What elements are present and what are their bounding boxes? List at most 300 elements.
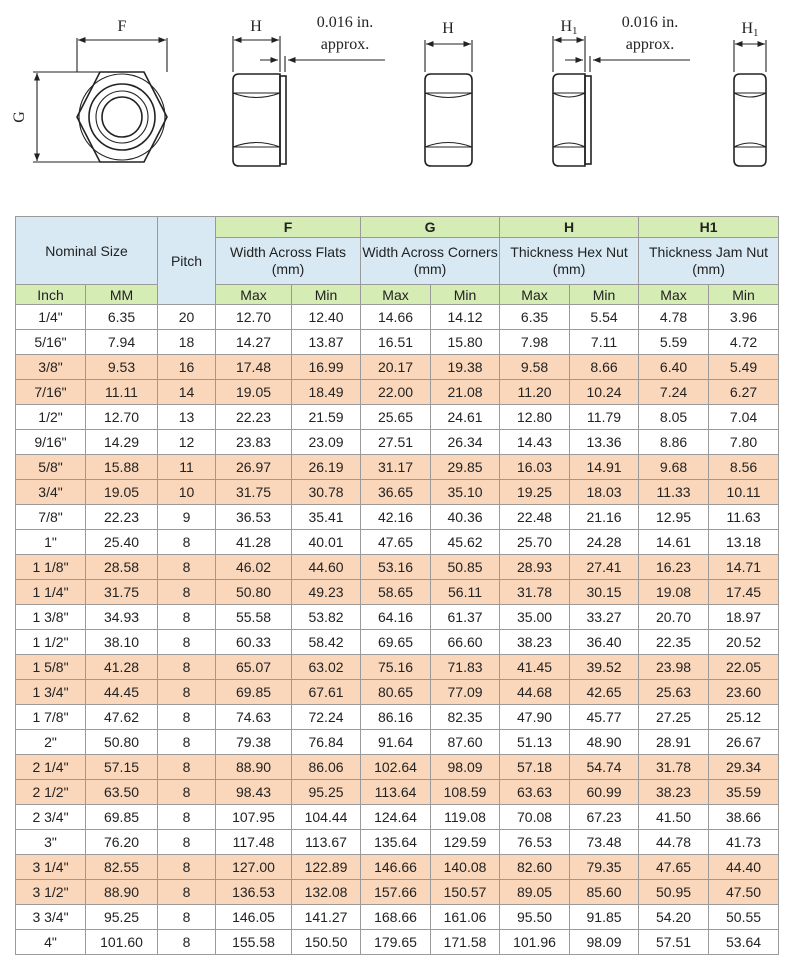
cell-inch: 3 1/2" <box>16 880 86 905</box>
cell-h1-max: 4.78 <box>639 305 709 330</box>
header-nominal-size: Nominal Size <box>16 217 158 285</box>
cell-f-min: 113.67 <box>292 830 361 855</box>
cell-h1-max: 5.59 <box>639 330 709 355</box>
cell-g-max: 69.65 <box>361 630 431 655</box>
cell-h-min: 10.24 <box>570 380 639 405</box>
cell-g-max: 168.66 <box>361 905 431 930</box>
cell-f-max: 55.58 <box>216 605 292 630</box>
cell-pitch: 14 <box>158 380 216 405</box>
cell-h1-max: 54.20 <box>639 905 709 930</box>
cell-h1-min: 47.50 <box>709 880 779 905</box>
cell-pitch: 8 <box>158 780 216 805</box>
gap-text-line2-jam: approx. <box>625 36 675 53</box>
table-row <box>16 330 779 355</box>
cell-mm: 22.23 <box>86 505 158 530</box>
cell-h1-max: 47.65 <box>639 855 709 880</box>
cell-h-min: 79.35 <box>570 855 639 880</box>
cell-g-min: 98.09 <box>431 755 500 780</box>
cell-pitch: 8 <box>158 530 216 555</box>
cell-h1-min: 8.56 <box>709 455 779 480</box>
header-pitch: Pitch <box>158 217 216 305</box>
cell-g-max: 75.16 <box>361 655 431 680</box>
cell-h-max: 82.60 <box>500 855 570 880</box>
cell-mm: 47.62 <box>86 705 158 730</box>
cell-inch: 2 1/2" <box>16 780 86 805</box>
cell-g-max: 179.65 <box>361 930 431 955</box>
cell-h-max: 63.63 <box>500 780 570 805</box>
cell-g-min: 45.62 <box>431 530 500 555</box>
cell-h-min: 91.85 <box>570 905 639 930</box>
cell-f-max: 79.38 <box>216 730 292 755</box>
cell-f-max: 19.05 <box>216 380 292 405</box>
cell-f-max: 65.07 <box>216 655 292 680</box>
cell-mm: 82.55 <box>86 855 158 880</box>
hex-nut-side-view-insert <box>233 14 385 166</box>
cell-h1-max: 57.51 <box>639 930 709 955</box>
cell-pitch: 8 <box>158 555 216 580</box>
cell-pitch: 8 <box>158 805 216 830</box>
cell-f-min: 132.08 <box>292 880 361 905</box>
table-row <box>16 730 779 755</box>
cell-h1-min: 23.60 <box>709 680 779 705</box>
cell-h-min: 27.41 <box>570 555 639 580</box>
hex-nut-side-view <box>425 20 472 166</box>
cell-f-min: 63.02 <box>292 655 361 680</box>
cell-g-max: 135.64 <box>361 830 431 855</box>
cell-mm: 31.75 <box>86 580 158 605</box>
cell-h1-min: 26.67 <box>709 730 779 755</box>
cell-g-min: 171.58 <box>431 930 500 955</box>
table-row <box>16 655 779 680</box>
cell-inch: 7/8" <box>16 505 86 530</box>
cell-h-max: 6.35 <box>500 305 570 330</box>
cell-h-max: 70.08 <box>500 805 570 830</box>
cell-mm: 101.60 <box>86 930 158 955</box>
cell-h-min: 7.11 <box>570 330 639 355</box>
cell-h-max: 22.48 <box>500 505 570 530</box>
cell-h-max: 31.78 <box>500 580 570 605</box>
cell-h-max: 95.50 <box>500 905 570 930</box>
cell-inch: 1 1/4" <box>16 580 86 605</box>
cell-h-min: 39.52 <box>570 655 639 680</box>
cell-g-max: 80.65 <box>361 680 431 705</box>
cell-f-max: 50.80 <box>216 580 292 605</box>
label-h1-insert: H1 <box>560 18 578 37</box>
cell-f-min: 122.89 <box>292 855 361 880</box>
cell-f-min: 49.23 <box>292 580 361 605</box>
cell-g-max: 91.64 <box>361 730 431 755</box>
cell-g-min: 150.57 <box>431 880 500 905</box>
cell-f-max: 98.43 <box>216 780 292 805</box>
cell-inch: 1 3/8" <box>16 605 86 630</box>
table-row <box>16 630 779 655</box>
cell-f-min: 95.25 <box>292 780 361 805</box>
cell-g-min: 161.06 <box>431 905 500 930</box>
cell-h1-min: 53.64 <box>709 930 779 955</box>
cell-h1-min: 50.55 <box>709 905 779 930</box>
cell-inch: 1" <box>16 530 86 555</box>
jam-nut-side-view <box>734 20 766 166</box>
nut-spec-table <box>15 216 779 955</box>
cell-g-max: 27.51 <box>361 430 431 455</box>
cell-h-max: 14.43 <box>500 430 570 455</box>
cell-inch: 3" <box>16 830 86 855</box>
cell-g-max: 16.51 <box>361 330 431 355</box>
cell-g-max: 47.65 <box>361 530 431 555</box>
cell-pitch: 8 <box>158 830 216 855</box>
cell-h-min: 85.60 <box>570 880 639 905</box>
cell-mm: 44.45 <box>86 680 158 705</box>
table-row <box>16 705 779 730</box>
cell-h-max: 57.18 <box>500 755 570 780</box>
cell-h1-min: 5.49 <box>709 355 779 380</box>
label-f: F <box>117 18 127 35</box>
cell-h-min: 45.77 <box>570 705 639 730</box>
cell-g-max: 86.16 <box>361 705 431 730</box>
cell-inch: 1 3/4" <box>16 680 86 705</box>
cell-mm: 38.10 <box>86 630 158 655</box>
table-row <box>16 780 779 805</box>
cell-g-min: 61.37 <box>431 605 500 630</box>
cell-pitch: 8 <box>158 855 216 880</box>
table-row <box>16 555 779 580</box>
cell-g-min: 56.11 <box>431 580 500 605</box>
cell-g-max: 14.66 <box>361 305 431 330</box>
cell-g-max: 53.16 <box>361 555 431 580</box>
cell-f-max: 26.97 <box>216 455 292 480</box>
cell-pitch: 18 <box>158 330 216 355</box>
cell-f-max: 41.28 <box>216 530 292 555</box>
cell-h-max: 12.80 <box>500 405 570 430</box>
cell-inch: 3/4" <box>16 480 86 505</box>
cell-h1-max: 12.95 <box>639 505 709 530</box>
cell-h-max: 9.58 <box>500 355 570 380</box>
cell-h1-min: 29.34 <box>709 755 779 780</box>
cell-mm: 7.94 <box>86 330 158 355</box>
cell-h1-max: 44.78 <box>639 830 709 855</box>
cell-pitch: 20 <box>158 305 216 330</box>
cell-g-max: 113.64 <box>361 780 431 805</box>
cell-h-min: 14.91 <box>570 455 639 480</box>
cell-inch: 5/16" <box>16 330 86 355</box>
cell-pitch: 8 <box>158 755 216 780</box>
label-h1: H1 <box>741 20 759 39</box>
header-inch: Inch <box>16 285 86 305</box>
cell-h1-min: 10.11 <box>709 480 779 505</box>
table-row <box>16 605 779 630</box>
cell-h1-min: 11.63 <box>709 505 779 530</box>
cell-g-min: 66.60 <box>431 630 500 655</box>
cell-h-min: 18.03 <box>570 480 639 505</box>
table-row <box>16 480 779 505</box>
cell-h-min: 5.54 <box>570 305 639 330</box>
cell-h-min: 98.09 <box>570 930 639 955</box>
cell-inch: 1/2" <box>16 405 86 430</box>
cell-inch: 3/8" <box>16 355 86 380</box>
cell-g-min: 71.83 <box>431 655 500 680</box>
cell-mm: 6.35 <box>86 305 158 330</box>
cell-pitch: 8 <box>158 705 216 730</box>
cell-f-max: 88.90 <box>216 755 292 780</box>
cell-inch: 1 5/8" <box>16 655 86 680</box>
cell-h1-max: 28.91 <box>639 730 709 755</box>
cell-f-max: 23.83 <box>216 430 292 455</box>
cell-mm: 57.15 <box>86 755 158 780</box>
header-h-max: Max <box>500 285 570 305</box>
cell-pitch: 8 <box>158 680 216 705</box>
header-h-min: Min <box>570 285 639 305</box>
cell-h-min: 33.27 <box>570 605 639 630</box>
cell-h-max: 7.98 <box>500 330 570 355</box>
cell-g-max: 146.66 <box>361 855 431 880</box>
cell-mm: 25.40 <box>86 530 158 555</box>
cell-g-max: 42.16 <box>361 505 431 530</box>
cell-h-max: 44.68 <box>500 680 570 705</box>
cell-f-min: 86.06 <box>292 755 361 780</box>
label-g: G <box>11 111 28 123</box>
cell-h1-max: 20.70 <box>639 605 709 630</box>
cell-h1-min: 38.66 <box>709 805 779 830</box>
header-h1-max: Max <box>639 285 709 305</box>
cell-inch: 1 1/8" <box>16 555 86 580</box>
cell-g-min: 40.36 <box>431 505 500 530</box>
cell-g-min: 29.85 <box>431 455 500 480</box>
cell-f-max: 117.48 <box>216 830 292 855</box>
cell-pitch: 8 <box>158 730 216 755</box>
cell-inch: 7/16" <box>16 380 86 405</box>
cell-h-max: 76.53 <box>500 830 570 855</box>
header-h1-min: Min <box>709 285 779 305</box>
cell-h1-max: 11.33 <box>639 480 709 505</box>
cell-mm: 19.05 <box>86 480 158 505</box>
cell-h-min: 13.36 <box>570 430 639 455</box>
cell-f-min: 141.27 <box>292 905 361 930</box>
header-g-max: Max <box>361 285 431 305</box>
cell-f-min: 44.60 <box>292 555 361 580</box>
cell-h-max: 89.05 <box>500 880 570 905</box>
cell-pitch: 10 <box>158 480 216 505</box>
cell-g-max: 124.64 <box>361 805 431 830</box>
cell-g-min: 50.85 <box>431 555 500 580</box>
cell-mm: 63.50 <box>86 780 158 805</box>
table-row <box>16 430 779 455</box>
cell-g-min: 77.09 <box>431 680 500 705</box>
header-f-max: Max <box>216 285 292 305</box>
cell-inch: 2 1/4" <box>16 755 86 780</box>
cell-h-min: 67.23 <box>570 805 639 830</box>
cell-h-min: 36.40 <box>570 630 639 655</box>
cell-f-min: 58.42 <box>292 630 361 655</box>
cell-inch: 4" <box>16 930 86 955</box>
cell-h1-max: 23.98 <box>639 655 709 680</box>
table-row <box>16 830 779 855</box>
cell-g-min: 129.59 <box>431 830 500 855</box>
cell-pitch: 8 <box>158 655 216 680</box>
cell-pitch: 8 <box>158 630 216 655</box>
cell-h-min: 11.79 <box>570 405 639 430</box>
cell-h1-max: 27.25 <box>639 705 709 730</box>
cell-g-max: 58.65 <box>361 580 431 605</box>
cell-pitch: 8 <box>158 580 216 605</box>
cell-mm: 12.70 <box>86 405 158 430</box>
cell-g-min: 21.08 <box>431 380 500 405</box>
cell-h1-min: 18.97 <box>709 605 779 630</box>
cell-h1-max: 16.23 <box>639 555 709 580</box>
cell-f-max: 12.70 <box>216 305 292 330</box>
cell-f-min: 150.50 <box>292 930 361 955</box>
cell-h-min: 30.15 <box>570 580 639 605</box>
cell-g-max: 25.65 <box>361 405 431 430</box>
cell-g-min: 14.12 <box>431 305 500 330</box>
cell-mm: 34.93 <box>86 605 158 630</box>
cell-h1-min: 7.80 <box>709 430 779 455</box>
cell-mm: 41.28 <box>86 655 158 680</box>
cell-mm: 76.20 <box>86 830 158 855</box>
cell-h-max: 38.23 <box>500 630 570 655</box>
cell-h-min: 21.16 <box>570 505 639 530</box>
cell-inch: 9/16" <box>16 430 86 455</box>
cell-g-max: 22.00 <box>361 380 431 405</box>
cell-h-min: 8.66 <box>570 355 639 380</box>
cell-inch: 1 7/8" <box>16 705 86 730</box>
cell-h-min: 42.65 <box>570 680 639 705</box>
header-desc-f: Width Across Flats (mm) <box>216 238 361 285</box>
cell-g-min: 119.08 <box>431 805 500 830</box>
cell-h1-min: 17.45 <box>709 580 779 605</box>
cell-f-max: 107.95 <box>216 805 292 830</box>
cell-h-max: 35.00 <box>500 605 570 630</box>
cell-inch: 2 3/4" <box>16 805 86 830</box>
cell-h1-min: 14.71 <box>709 555 779 580</box>
cell-h-max: 101.96 <box>500 930 570 955</box>
cell-pitch: 9 <box>158 505 216 530</box>
table-body <box>16 305 779 955</box>
table-row <box>16 755 779 780</box>
cell-h-min: 73.48 <box>570 830 639 855</box>
cell-mm: 69.85 <box>86 805 158 830</box>
cell-h1-max: 50.95 <box>639 880 709 905</box>
hex-nut-top-view <box>11 18 167 162</box>
cell-g-min: 35.10 <box>431 480 500 505</box>
cell-pitch: 12 <box>158 430 216 455</box>
cell-f-max: 31.75 <box>216 480 292 505</box>
cell-h1-min: 41.73 <box>709 830 779 855</box>
cell-f-max: 146.05 <box>216 905 292 930</box>
cell-f-min: 13.87 <box>292 330 361 355</box>
table-row <box>16 380 779 405</box>
cell-g-min: 26.34 <box>431 430 500 455</box>
cell-pitch: 11 <box>158 455 216 480</box>
cell-f-min: 40.01 <box>292 530 361 555</box>
nut-dimension-drawings <box>0 0 793 210</box>
cell-f-max: 69.85 <box>216 680 292 705</box>
cell-f-max: 46.02 <box>216 555 292 580</box>
cell-f-min: 72.24 <box>292 705 361 730</box>
cell-f-max: 127.00 <box>216 855 292 880</box>
table-row <box>16 530 779 555</box>
cell-h-max: 19.25 <box>500 480 570 505</box>
cell-f-min: 16.99 <box>292 355 361 380</box>
cell-h1-min: 35.59 <box>709 780 779 805</box>
gap-text-line1: 0.016 in. <box>316 14 374 31</box>
cell-g-min: 19.38 <box>431 355 500 380</box>
cell-h-max: 41.45 <box>500 655 570 680</box>
cell-h-min: 54.74 <box>570 755 639 780</box>
cell-g-min: 82.35 <box>431 705 500 730</box>
cell-pitch: 8 <box>158 905 216 930</box>
cell-mm: 15.88 <box>86 455 158 480</box>
cell-mm: 50.80 <box>86 730 158 755</box>
cell-mm: 28.58 <box>86 555 158 580</box>
cell-g-min: 87.60 <box>431 730 500 755</box>
table-row <box>16 305 779 330</box>
cell-g-min: 24.61 <box>431 405 500 430</box>
header-desc-h: Thickness Hex Nut (mm) <box>500 238 639 285</box>
header-group-f: F <box>216 217 361 238</box>
cell-pitch: 8 <box>158 605 216 630</box>
cell-g-min: 15.80 <box>431 330 500 355</box>
gap-text-line2: approx. <box>320 36 370 53</box>
cell-h1-max: 6.40 <box>639 355 709 380</box>
cell-f-min: 35.41 <box>292 505 361 530</box>
cell-f-max: 17.48 <box>216 355 292 380</box>
cell-h1-max: 9.68 <box>639 455 709 480</box>
cell-h-max: 25.70 <box>500 530 570 555</box>
header-group-h: H <box>500 217 639 238</box>
cell-f-min: 18.49 <box>292 380 361 405</box>
cell-f-min: 23.09 <box>292 430 361 455</box>
cell-inch: 2" <box>16 730 86 755</box>
cell-g-max: 64.16 <box>361 605 431 630</box>
cell-h-min: 24.28 <box>570 530 639 555</box>
cell-inch: 3 3/4" <box>16 905 86 930</box>
cell-g-max: 36.65 <box>361 480 431 505</box>
header-desc-h1: Thickness Jam Nut (mm) <box>639 238 779 285</box>
cell-g-min: 108.59 <box>431 780 500 805</box>
header-f-min: Min <box>292 285 361 305</box>
cell-h1-min: 44.40 <box>709 855 779 880</box>
jam-nut-side-view-insert <box>553 14 690 166</box>
table-row <box>16 680 779 705</box>
cell-mm: 88.90 <box>86 880 158 905</box>
cell-h-min: 60.99 <box>570 780 639 805</box>
cell-h1-max: 25.63 <box>639 680 709 705</box>
cell-h1-min: 4.72 <box>709 330 779 355</box>
cell-g-min: 140.08 <box>431 855 500 880</box>
cell-h1-max: 22.35 <box>639 630 709 655</box>
cell-g-max: 157.66 <box>361 880 431 905</box>
cell-mm: 11.11 <box>86 380 158 405</box>
cell-f-max: 60.33 <box>216 630 292 655</box>
cell-mm: 95.25 <box>86 905 158 930</box>
label-h-insert: H <box>250 18 262 35</box>
cell-f-max: 14.27 <box>216 330 292 355</box>
cell-h1-max: 8.05 <box>639 405 709 430</box>
cell-f-max: 136.53 <box>216 880 292 905</box>
cell-h1-max: 19.08 <box>639 580 709 605</box>
header-desc-g: Width Across Corners (mm) <box>361 238 500 285</box>
cell-h1-min: 25.12 <box>709 705 779 730</box>
cell-f-min: 26.19 <box>292 455 361 480</box>
cell-h1-min: 7.04 <box>709 405 779 430</box>
cell-h1-max: 41.50 <box>639 805 709 830</box>
cell-f-max: 22.23 <box>216 405 292 430</box>
cell-g-max: 20.17 <box>361 355 431 380</box>
cell-f-min: 67.61 <box>292 680 361 705</box>
table-row <box>16 355 779 380</box>
header-group-h1: H1 <box>639 217 779 238</box>
cell-h1-min: 13.18 <box>709 530 779 555</box>
